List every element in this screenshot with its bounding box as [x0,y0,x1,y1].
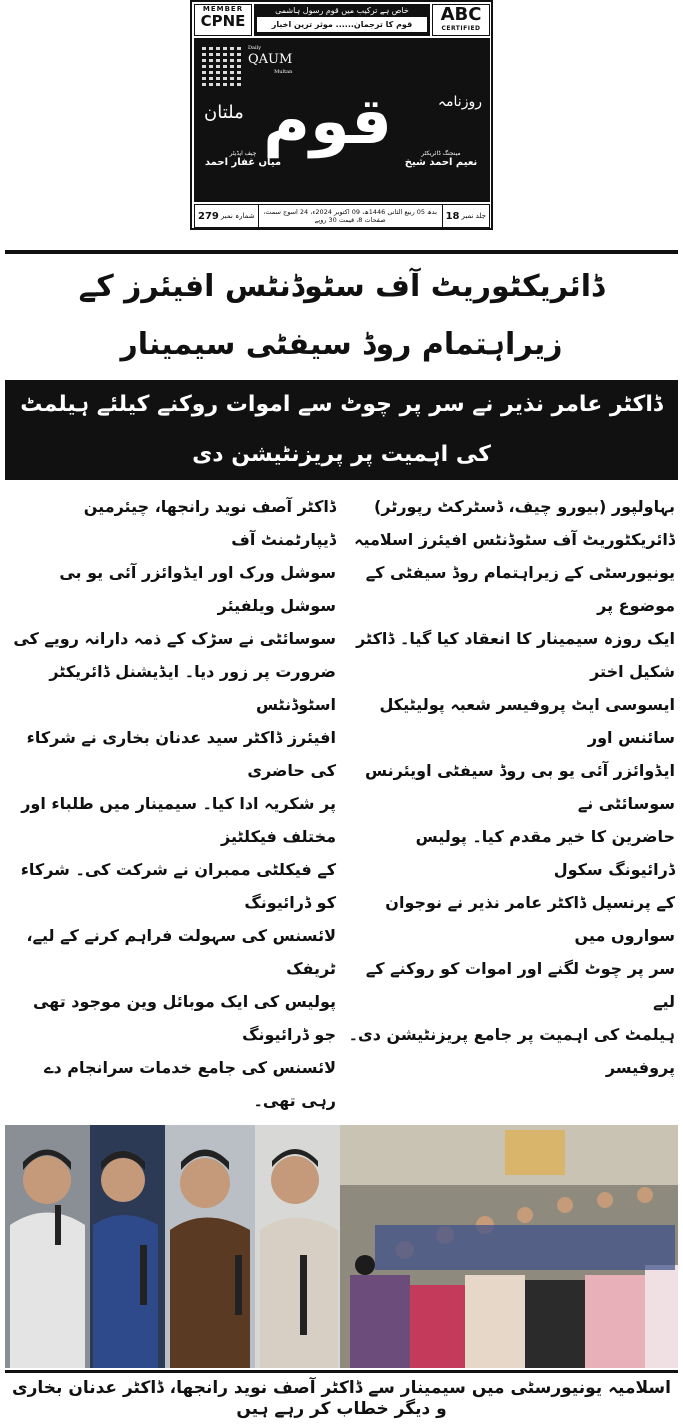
chief-editor-name: میاں غفار احمد [204,157,282,168]
divider [5,250,678,254]
md-name: نعیم احمد شیخ [404,157,478,168]
slogan-top: خاص ہے ترکیب میں قوم رسول ہاشمی [275,6,409,15]
photo-caption: اسلامیہ یونیورسٹی میں سیمینار سے ڈاکٹر آصف نوید رانجھا، ڈاکٹر عدنان بخاری و دیگر خطاب کر رہے ہیں [12,1378,671,1419]
divider [5,1370,678,1373]
article-line: ایسوسی ایٹ پروفیسر شعبہ پولیٹیکل سائنس اور [379,695,675,747]
chief-editor [198,150,288,168]
article-line: ضرورت پر زور دیا۔ ایڈیشنل ڈائریکٹر اسٹوڈنٹس [49,662,336,714]
article-line: کے پرنسپل ڈاکٹر عامر نذیر نے نوجوان سواروں میں [385,893,675,945]
article-line: ڈائریکٹوریٹ آف سٹوڈنٹس افیئرز اسلامیہ [354,530,675,549]
newspaper-logo: قوم [263,85,392,159]
article-line: ڈاکٹر آصف نوید رانجھا، چیئرمین ڈیپارٹمنٹ آف [83,497,336,549]
volume-info [442,205,489,227]
abc-badge [432,4,490,36]
date-line: بدھ 05 ربیع الثانی 1446ھ، 09 اکتوبر 2024ء، 24 اسوج سمت، صفحات 8، قیمت 30 روپے [258,205,442,227]
article-line: ایڈوائزر آئی یو بی روڈ سیفٹی اویئرنس سوسائٹی نے [365,761,675,813]
article-line: بہاولپور (بیورو چیف، ڈسٹرکٹ رپورٹر) [374,497,675,516]
cpne-label: CPNE [200,12,246,30]
article-line: سوسائٹی نے سڑک کے ذمہ دارانہ رویے کی [13,629,336,648]
article-line: سوشل ورک اور ایڈوائزر آئی یو بی سوشل ویلفیئر [59,563,336,615]
chief-editor-label: چیف ایڈیٹر [229,150,257,157]
issue-label: شمارہ نمبر [220,212,255,220]
article-line: سر پر چوٹ لگنے اور اموات کو روکنے کے لیے [365,959,675,1011]
volume-number: 18 [445,210,460,222]
cpne-member-label: MEMBER [202,5,244,13]
article-body [8,490,675,1117]
masthead-logo-panel [194,38,490,202]
article-line: حاضرین کا خیر مقدم کیا۔ پولیس ڈرائیونگ سکول [415,827,675,879]
volume-label: جلد نمبر [461,212,486,220]
md-label: مینجنگ ڈائریکٹر [421,150,461,157]
headline: ڈائریکٹوریٹ آف سٹوڈنٹس افیئرز کے زیراہتمام روڈ سیفٹی سیمینار [78,269,605,362]
cpne-badge [194,4,252,36]
managing-director [396,150,486,168]
article-line: کے فیکلٹی ممبران نے شرکت کی۔ شرکاء کو ڈرائیونگ [20,860,336,912]
article-column-left [8,490,336,1117]
issue-info-strip [194,204,490,228]
slogan-bottom: قوم کا ترجمان...... موثر ترین اخبار [257,17,427,32]
issue-number: 279 [198,210,219,222]
subheadline: ڈاکٹر عامر نذیر نے سر پر چوٹ سے اموات روکنے کیلئے ہیلمٹ کی اہمیت پر پریزنٹیشن دی [5,380,678,480]
roznama-label: روزنامہ [437,94,482,110]
article-line: لائسنس کی سہولت فراہم کرنے کے لیے، ٹریفک [26,926,336,978]
qr-code-icon [202,44,244,86]
article-line: لائسنس کی جامع خدمات سرانجام دے رہی تھی۔ [44,1058,336,1110]
article-line: ہیلمٹ کی اہمیت پر جامع پریزنٹیشن دی۔ پروفیسر [348,1025,675,1077]
article-column-right [347,490,675,1117]
article-line: پولیس کی ایک موبائل وین موجود تھی جو ڈرائیونگ [32,992,336,1044]
qaum-label: QAUM [248,52,293,67]
seminar-photo-image [5,1125,678,1368]
slogan-box [254,4,430,36]
abc-label: ABC [440,4,482,25]
seminar-photo [5,1125,678,1368]
article-line: پر شکریہ ادا کیا۔ سیمینار میں طلباء اور مختلف فیکلٹیز [21,794,336,846]
multan-en-label: Multan [274,69,293,75]
article-line: ایک روزہ سیمینار کا انعقاد کیا گیا۔ ڈاکٹر شکیل اختر [356,629,675,681]
multan-label: ملتان [204,102,244,123]
daily-label: Daily [248,45,262,51]
issue-info [195,205,258,227]
article-line: افیئرز ڈاکٹر سید عدنان بخاری نے شرکاء کی حاضری [26,728,336,780]
abc-certified-label: CERTIFIED [441,25,481,32]
article-line: یونیورسٹی کے زیراہتمام روڈ سیفٹی کے موضوع پر [365,563,675,615]
masthead [190,0,493,230]
